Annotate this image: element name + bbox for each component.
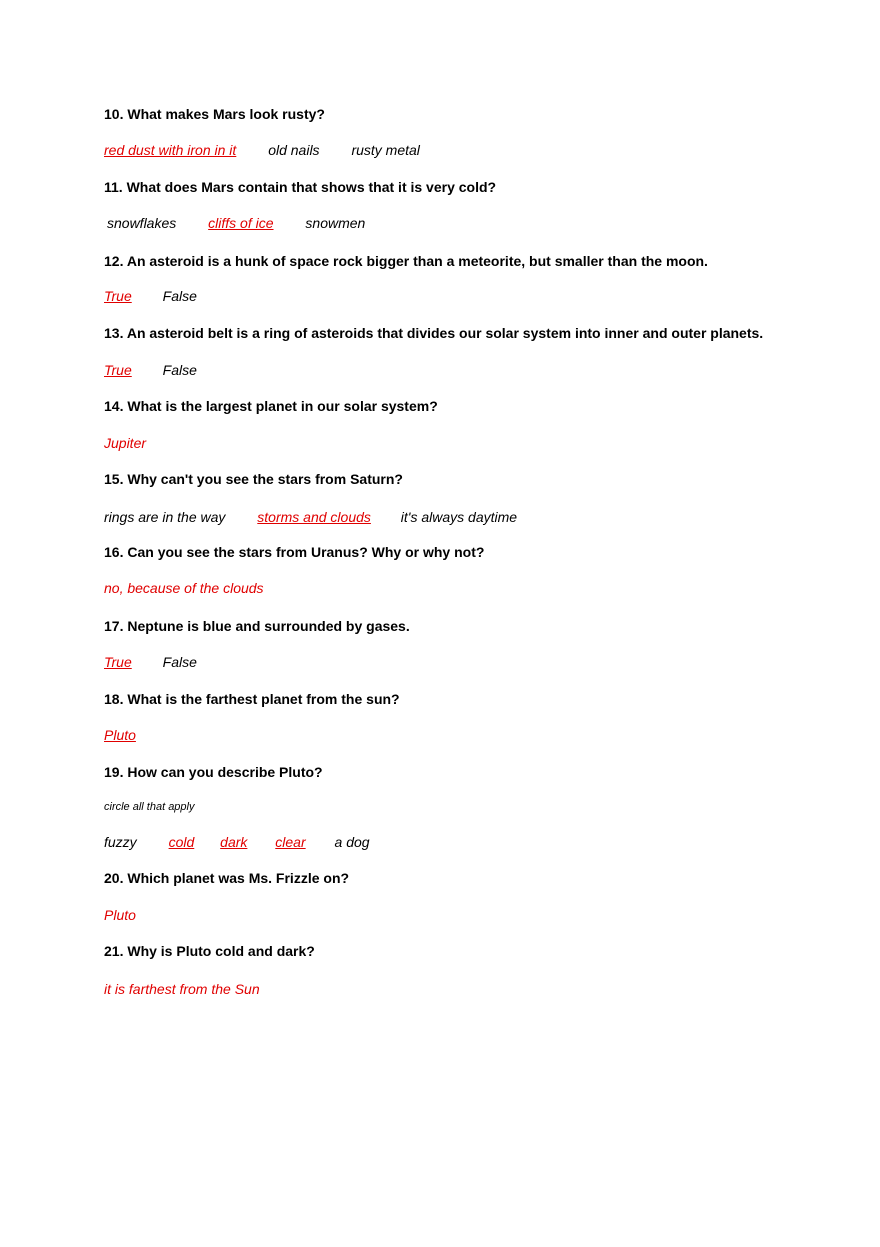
- answer-option: no, because of the clouds: [104, 580, 264, 596]
- question-15-answers: [104, 508, 517, 526]
- answer-option: clear: [275, 834, 306, 850]
- answer-option: True: [104, 654, 132, 670]
- question-13-prompt: 13. An asteroid belt is a ring of asteroids that divides our solar system into inner and outer planets.: [104, 325, 764, 341]
- question-18-prompt: 18. What is the farthest planet from the sun?: [104, 691, 400, 707]
- answer-option: old nails: [268, 142, 320, 158]
- question-12-answers: [104, 287, 197, 305]
- question-17-prompt: 17. Neptune is blue and surrounded by gases.: [104, 618, 410, 634]
- question-10-answers: [104, 141, 420, 159]
- answer-option: a dog: [334, 834, 370, 850]
- answer-option: True: [104, 362, 132, 378]
- answer-option: it is farthest from the Sun: [104, 981, 260, 997]
- answer-option: cliffs of ice: [208, 215, 274, 231]
- question-11-prompt: 11. What does Mars contain that shows that it is very cold?: [104, 179, 497, 195]
- answer-option: Jupiter: [104, 435, 147, 451]
- answer-option: dark: [220, 834, 248, 850]
- answer-option: False: [162, 362, 197, 378]
- question-13-answers: [104, 361, 197, 379]
- question-11-answers: [107, 214, 365, 232]
- question-21-prompt: 21. Why is Pluto cold and dark?: [104, 943, 315, 959]
- question-20-answers: [104, 906, 136, 924]
- question-10-prompt: 10. What makes Mars look rusty?: [104, 106, 325, 122]
- answer-option: fuzzy: [104, 834, 137, 850]
- answer-option: rusty metal: [351, 142, 420, 158]
- question-20-prompt: 20. Which planet was Ms. Frizzle on?: [104, 870, 350, 886]
- question-14-answers: [104, 434, 146, 452]
- answer-option: rings are in the way: [104, 509, 226, 525]
- question-19-note: circle all that apply: [104, 801, 195, 813]
- answer-option: storms and clouds: [257, 509, 371, 525]
- answer-option: it's always daytime: [400, 509, 518, 525]
- question-15-prompt: 15. Why can't you see the stars from Saturn?: [104, 471, 403, 487]
- answer-option: False: [162, 654, 197, 670]
- answer-option: snowmen: [305, 215, 366, 231]
- question-19-answers: [104, 833, 370, 851]
- question-21-answers: [104, 980, 260, 998]
- answer-option: red dust with iron in it: [104, 142, 237, 158]
- question-17-answers: [104, 653, 197, 671]
- question-14-prompt: 14. What is the largest planet in our solar system?: [104, 398, 438, 414]
- question-18-answers: [104, 726, 136, 744]
- answer-option: snowflakes: [107, 215, 177, 231]
- answer-option: cold: [168, 834, 195, 850]
- answer-option: Pluto: [104, 907, 136, 923]
- question-16-answers: [104, 579, 264, 597]
- answer-option: False: [162, 288, 197, 304]
- question-12-prompt: 12. An asteroid is a hunk of space rock bigger than a meteorite, but smaller than the moon.: [104, 253, 708, 269]
- question-16-prompt: 16. Can you see the stars from Uranus? Why or why not?: [104, 544, 485, 560]
- question-19-prompt: 19. How can you describe Pluto?: [104, 764, 323, 780]
- answer-option: Pluto: [104, 727, 136, 743]
- answer-option: True: [104, 288, 132, 304]
